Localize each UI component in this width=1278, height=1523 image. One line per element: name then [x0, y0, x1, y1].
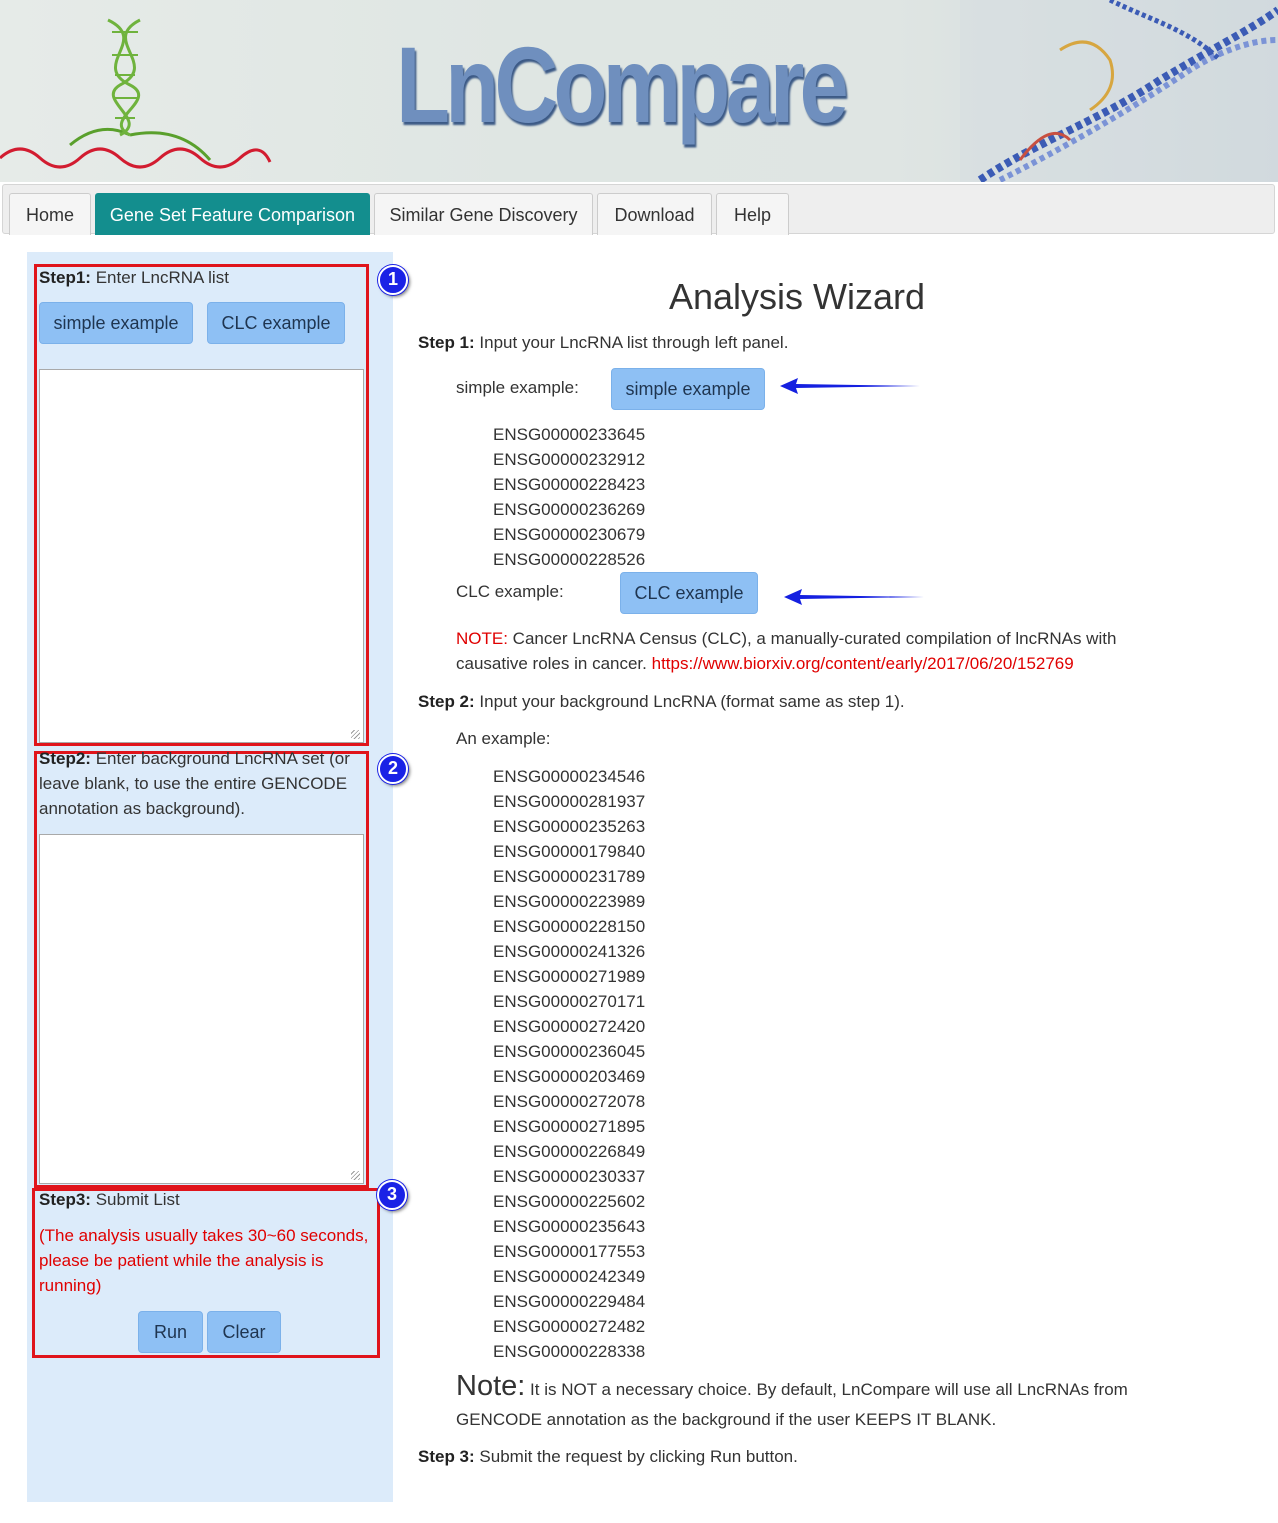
wizard-step1: Step 1: Input your LncRNA list through left panel.: [418, 333, 789, 352]
background-lncrna-input[interactable]: [39, 834, 364, 1184]
tab-download[interactable]: Download: [597, 193, 712, 235]
clc-note-line2: causative roles in cancer. https://www.biorxiv.org/content/early/2017/06/20/152769: [456, 654, 1074, 673]
gene-id: ENSG00000271989: [493, 967, 646, 986]
background-note-line2: GENCODE annotation as the background if the user KEEPS IT BLANK.: [456, 1410, 997, 1429]
gene-id: ENSG00000235263: [493, 817, 646, 836]
an-example-label: An example:: [456, 729, 551, 748]
biorxiv-link[interactable]: https://www.biorxiv.org/content/early/2017/06/20/152769: [651, 654, 1074, 673]
gene-id: ENSG00000271895: [493, 1117, 646, 1136]
gene-id: ENSG00000231789: [493, 867, 646, 886]
arrow-left-icon: [784, 587, 926, 607]
gene-id: ENSG00000272482: [493, 1317, 646, 1336]
step1-label: Step1: Enter LncRNA list: [39, 268, 229, 287]
gene-id: ENSG00000228338: [493, 1342, 646, 1361]
gene-id: ENSG00000226849: [493, 1142, 646, 1161]
dna-decoration-icon: [960, 0, 1278, 182]
banner: [0, 0, 1278, 182]
tab-help[interactable]: Help: [716, 193, 789, 235]
gene-id: ENSG00000242349: [493, 1267, 646, 1286]
gene-id: ENSG00000272078: [493, 1092, 646, 1111]
gene-id: ENSG00000228526: [493, 550, 646, 569]
wizard-step3: Step 3: Submit the request by clicking Run button.: [418, 1447, 798, 1466]
step3-badge: 3: [377, 1180, 407, 1210]
clc-note: NOTE: Cancer LncRNA Census (CLC), a manually-curated compilation of lncRNAs with: [456, 629, 1117, 648]
gene-id: ENSG00000230679: [493, 525, 646, 544]
gene-id: ENSG00000228150: [493, 917, 646, 936]
wizard-clc-example-button[interactable]: CLC example: [620, 572, 758, 614]
gene-id: ENSG00000233645: [493, 425, 646, 444]
gene-id: ENSG00000241326: [493, 942, 646, 961]
step1-badge: 1: [378, 265, 408, 295]
gene-id: ENSG00000236045: [493, 1042, 646, 1061]
wizard-simple-example-button[interactable]: simple example: [611, 368, 765, 410]
gene-id: ENSG00000230337: [493, 1167, 646, 1186]
step3-label: Step3: Submit List: [39, 1190, 180, 1209]
simple-example-button[interactable]: simple example: [39, 302, 193, 344]
gene-id: ENSG00000235643: [493, 1217, 646, 1236]
wizard-step2: Step 2: Input your background LncRNA (format same as step 1).: [418, 692, 905, 711]
dna-helix-icon: [0, 10, 280, 175]
gene-id: ENSG00000228423: [493, 475, 646, 494]
clc-example-button[interactable]: CLC example: [207, 302, 345, 344]
gene-id: ENSG00000236269: [493, 500, 646, 519]
gene-id: ENSG00000281937: [493, 792, 646, 811]
gene-id: ENSG00000232912: [493, 450, 646, 469]
gene-id: ENSG00000223989: [493, 892, 646, 911]
step2-label: Step2: Enter background LncRNA set (or leave blank, to use the entire GENCODE annotation as background).: [39, 749, 350, 818]
gene-id: ENSG00000229484: [493, 1292, 646, 1311]
gene-id: ENSG00000234546: [493, 767, 646, 786]
run-button[interactable]: Run: [138, 1311, 203, 1353]
step2-badge: 2: [378, 754, 408, 784]
clc-example-label: CLC example:: [456, 582, 564, 601]
gene-id: ENSG00000177553: [493, 1242, 646, 1261]
arrow-left-icon: [780, 376, 922, 396]
gene-id: ENSG00000203469: [493, 1067, 646, 1086]
page-title: Analysis Wizard: [669, 276, 926, 317]
simple-example-label: simple example:: [456, 378, 579, 397]
background-note: Note: It is NOT a necessary choice. By default, LnCompare will use all LncRNAs from: [456, 1370, 1128, 1402]
tab-home[interactable]: Home: [9, 193, 91, 235]
lncrna-list-input[interactable]: [39, 369, 364, 743]
gene-id: ENSG00000272420: [493, 1017, 646, 1036]
gene-id: ENSG00000179840: [493, 842, 646, 861]
gene-id: ENSG00000270171: [493, 992, 646, 1011]
logo-text: LnCompare: [396, 24, 844, 145]
analysis-time-note: (The analysis usually takes 30~60 seconds, please be patient while the analysis is running): [39, 1226, 369, 1295]
tab-gene-set-feature-comparison[interactable]: Gene Set Feature Comparison: [95, 193, 370, 235]
nav-bar: [2, 184, 1275, 234]
gene-id: ENSG00000225602: [493, 1192, 646, 1211]
tab-similar-gene-discovery[interactable]: Similar Gene Discovery: [374, 193, 593, 235]
clear-button[interactable]: Clear: [207, 1311, 281, 1353]
